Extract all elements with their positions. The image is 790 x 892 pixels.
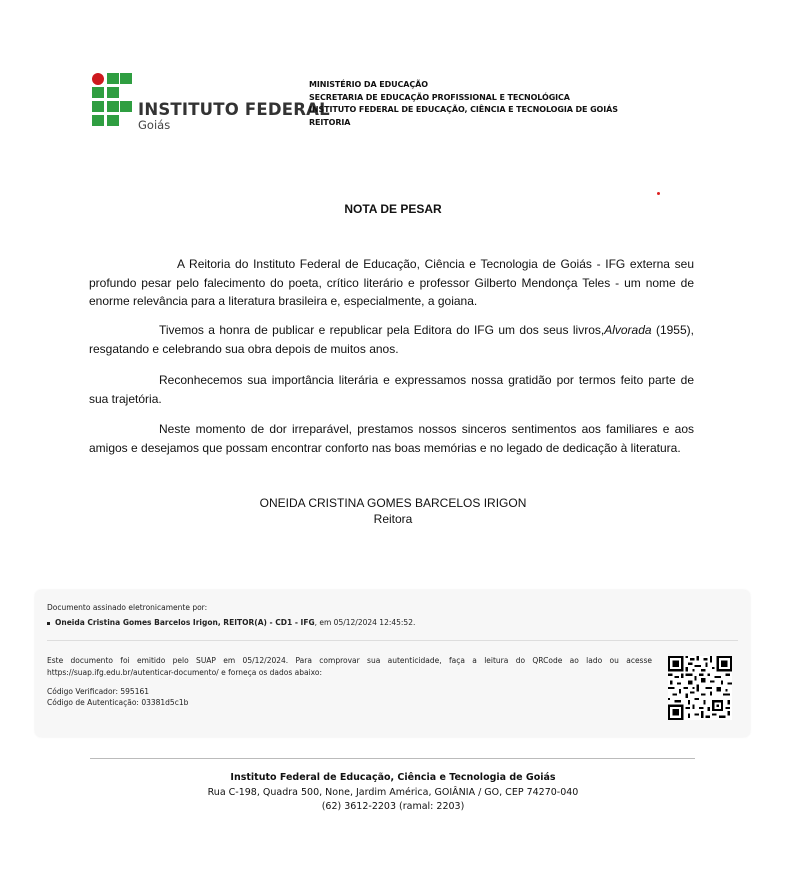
header-line: MINISTÉRIO DA EDUCAÇÃO — [309, 80, 428, 89]
header-lines — [309, 79, 618, 129]
signer-role: Reitora — [373, 512, 413, 526]
authentication-code: Código de Autenticação: 03381d5c1b — [47, 698, 189, 707]
footer-institution: Instituto Federal de Educação, Ciência e Tecnologia de Goiás — [230, 772, 556, 783]
header-line: INSTITUTO FEDERAL DE EDUCAÇÃO, CIÊNCIA E TECNOLOGIA DE GOIÁS — [309, 105, 618, 114]
signed-label: Documento assinado eletronicamente por: — [47, 603, 208, 612]
paragraph-1: A Reitoria do Instituto Federal de Educação, Ciência e Tecnologia de Goiás - IFG externa seu profundo pesar pelo falecimento do poeta, crítico literário e professor Gilberto Mendonça Teles - um nome de enorme relevância para a literatura brasileira e, especialmente, a goiana. — [89, 257, 694, 308]
auth-url[interactable]: https://suap.ifg.edu.br/autenticar-documento/ e forneça os dados abaixo: — [47, 668, 322, 677]
paragraph-4: Neste momento de dor irreparável, prestamos nossos sinceros sentimentos aos familiares e aos amigos e desejamos que possam encontrar conforto nas boas memórias e no legado de dedicação à literatura. — [89, 422, 694, 455]
footer-phone: (62) 3612-2203 (ramal: 2203) — [321, 801, 465, 812]
emitted-text — [47, 655, 652, 679]
signature-block — [0, 495, 786, 527]
signer-entry-role: , REITOR(A) - CD1 - IFG — [217, 618, 315, 627]
bullet-icon — [47, 622, 50, 625]
emitted-text-line: Este documento foi emitido pelo SUAP em 05/12/2024. Para comprovar sua autenticidade, faça a leitura do QRCode ao lado ou acesse — [47, 656, 652, 665]
logo-title: INSTITUTO FEDERAL — [138, 100, 330, 119]
footer — [0, 771, 786, 815]
red-mark — [657, 192, 660, 195]
signer-name: ONEIDA CRISTINA GOMES BARCELOS IRIGON — [259, 496, 527, 510]
footer-address: Rua C-198, Quadra 500, None, Jardim América, GOIÂNIA / GO, CEP 74270-040 — [207, 786, 579, 798]
authentication-box — [35, 590, 750, 737]
paragraph-2-text-end: (1955), resgatando e celebrando sua obra depois de muitos anos. — [89, 323, 694, 356]
logo-subtitle: Goiás — [138, 118, 171, 132]
qrcode-icon[interactable] — [668, 656, 732, 720]
paragraph-2-text: Tivemos a honra de publicar e republicar pela Editora do IFG um dos seus livros, — [159, 323, 605, 337]
signer-entry-name: Oneida Cristina Gomes Barcelos Irigon — [55, 618, 218, 627]
signer-entry-date: , em 05/12/2024 12:45:52. — [314, 618, 416, 627]
signer-entry — [47, 618, 415, 627]
book-title: Alvorada — [604, 323, 652, 337]
verification-code: Código Verificador: 595161 — [47, 687, 150, 696]
page-title: NOTA DE PESAR — [344, 202, 442, 216]
paragraph-3: Reconhecemos sua importância literária e expressamos nossa gratidão por termos feito parte de sua trajetória. — [89, 373, 694, 406]
divider — [47, 640, 738, 641]
footer-divider — [90, 758, 695, 759]
header-line: REITORIA — [309, 117, 351, 127]
paragraph-2 — [89, 321, 694, 358]
header-line: SECRETARIA DE EDUCAÇÃO PROFISSIONAL E TECNOLÓGICA — [309, 92, 570, 102]
